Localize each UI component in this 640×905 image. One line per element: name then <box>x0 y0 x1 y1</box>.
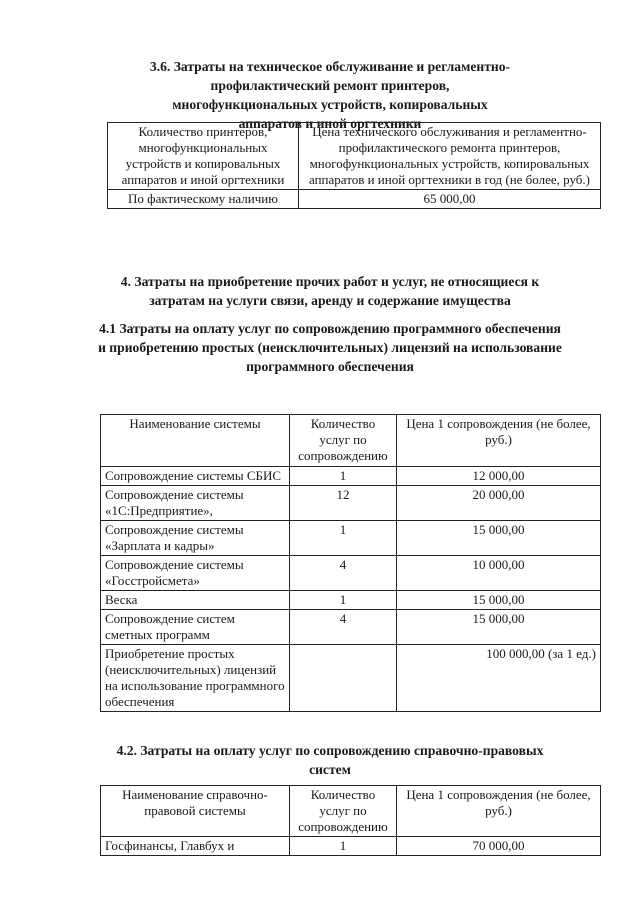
table-row <box>101 591 601 610</box>
table-row <box>101 556 601 591</box>
table-cell: 100 000,00 (за 1 ед.) <box>397 645 601 712</box>
header-cell: Количество принтеров, многофункциональных устройств и копировальных аппаратов и иной оргтехники <box>108 123 299 190</box>
table-row <box>101 645 601 712</box>
table-cell: 12 000,00 <box>397 467 601 486</box>
section-3-6-title: 3.6. Затраты на техническое обслуживание и регламентно-профилактический ремонт принтеров, многофункциональных устройств, копировальных аппаратов и иной оргтехники <box>149 59 511 131</box>
maintenance-table <box>107 122 601 209</box>
table-row <box>101 837 601 856</box>
section-4-2-title: 4.2. Затраты на оплату услуг по сопровождению справочно-правовых систем <box>116 743 544 777</box>
table-row <box>101 521 601 556</box>
table-cell: 4 <box>290 556 397 591</box>
table-row <box>101 486 601 521</box>
table-cell: 15 000,00 <box>397 521 601 556</box>
table-cell: 1 <box>290 467 397 486</box>
table-header-row <box>108 123 601 190</box>
table-cell: Сопровождение системы «Госстройсмета» <box>101 556 290 591</box>
table-row <box>108 190 601 209</box>
table-cell: 10 000,00 <box>397 556 601 591</box>
header-cell: Цена 1 сопровождения (не более, руб.) <box>397 786 601 837</box>
software-support-table <box>100 414 601 712</box>
table-cell: Госфинансы, Главбух и <box>101 837 290 856</box>
table-cell: Сопровождение системы «1С:Предприятие», <box>101 486 290 521</box>
table-cell: 1 <box>290 521 397 556</box>
table-cell: 1 <box>290 837 397 856</box>
table-cell: 65 000,00 <box>299 190 601 209</box>
table-row <box>101 467 601 486</box>
table-cell: Веска <box>101 591 290 610</box>
header-cell: Количество услуг по сопровождению <box>290 786 397 837</box>
table-cell: Сопровождение системы «Зарплата и кадры» <box>101 521 290 556</box>
header-cell: Цена технического обслуживания и регламентно-профилактического ремонта принтеров, многофункциональных устройств, копировальных аппаратов и иной оргтехники в год (не более, руб.) <box>299 123 601 190</box>
table-cell: 1 <box>290 591 397 610</box>
header-cell: Наименование справочно-правовой системы <box>101 786 290 837</box>
table-cell: Сопровождение системы СБИС <box>101 467 290 486</box>
header-cell: Количество услуг по сопровождению <box>290 415 397 467</box>
table-row <box>101 610 601 645</box>
table-cell: 15 000,00 <box>397 591 601 610</box>
table-header-row <box>101 786 601 837</box>
section-4-title: 4. Затраты на приобретение прочих работ и услуг, не относящиеся к затратам на услуги связи, аренду и содержание имущества <box>120 274 540 308</box>
table-cell <box>290 645 397 712</box>
table-cell: По фактическому наличию <box>108 190 299 209</box>
table-cell: 70 000,00 <box>397 837 601 856</box>
table-cell: 4 <box>290 610 397 645</box>
table-cell: 20 000,00 <box>397 486 601 521</box>
header-cell: Цена 1 сопровождения (не более, руб.) <box>397 415 601 467</box>
table-cell: 15 000,00 <box>397 610 601 645</box>
table-header-row <box>101 415 601 467</box>
table-cell: Приобретение простых (неисключительных) лицензий на использование программного обеспечения <box>101 645 290 712</box>
section-4-1-title: 4.1 Затраты на оплату услуг по сопровождению программного обеспечения и приобретению простых (неисключительных) лицензий на использование программного обеспечения <box>98 321 562 374</box>
header-cell: Наименование системы <box>101 415 290 467</box>
table-cell: 12 <box>290 486 397 521</box>
table-cell: Сопровождение систем сметных программ <box>101 610 290 645</box>
legal-systems-table <box>100 785 601 856</box>
